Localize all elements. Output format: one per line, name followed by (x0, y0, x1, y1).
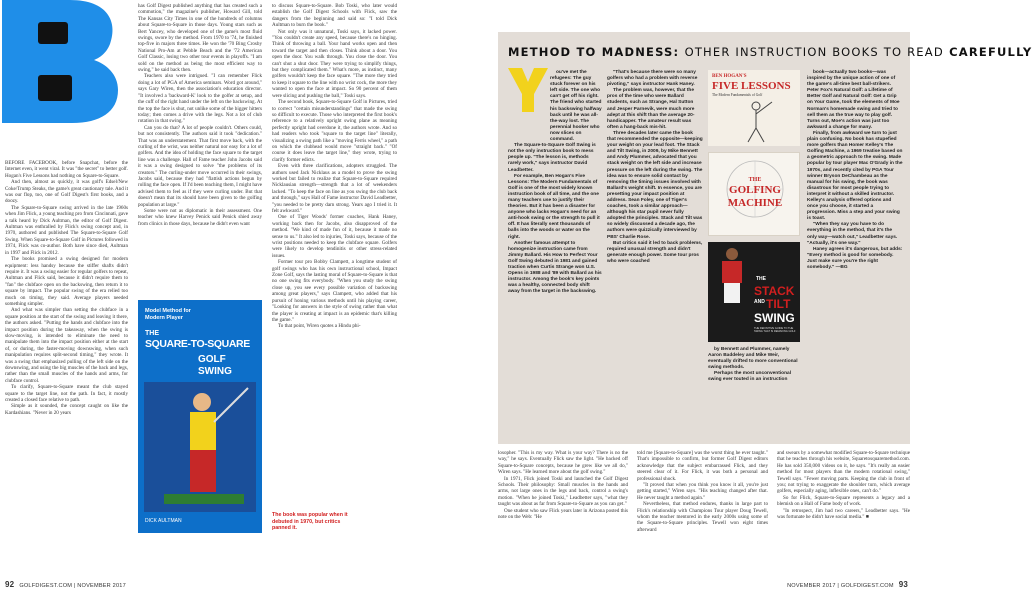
paragraph: The books promised a swing designed for modern equipment: less handsy because the stiffer shafts didn't require it. It was a swing easier for regular golfers to repeat, Aultman and Flick said, because it didn't require them to "fan" the clubface open on the backswing, then return it to square by impact. The popular swing of the era relied too much on timing, they said. Average players needed something simpler. (5, 256, 128, 307)
paragraph: To that point, Wiren quotes a Hindu phi- (278, 323, 361, 330)
paragraph: Some were not as diplomatic in their assessment. One teacher who knew Harvey Penick said Penick shied away from clinics in those days, because he didn't even want (138, 208, 262, 227)
paragraph: Not only was it unnatural, Toski says, it lacked power. "You couldn't create any speed, because there's no hinging. Think of throwing a ball. Your hand works open and then toward the target and then closes. Think about a door. You open the door. You walk through. You close the door. You can't shut a shut door. They were trying to simplify things, but they complicated them." What's more, as instinct, many golfers wouldn't keep the face square. "The more they tried to keep it square to the line with no wrist cock, the more they wanted to open the face at impact. So 90 percent of them were slicing and pushing the ball," Toski says. (272, 28, 397, 99)
five-lessons-title: FIVE LESSONS (712, 80, 791, 92)
sidebar-col-4 (807, 70, 903, 440)
paragraph: Three decades later came the book that recommended the opposite—keeping your weight on your lead foot. The Stack and Tilt Swing, in 2009, by Mike Bennett and Andy Plummer, advocated that you stack weight on the left side and increase pressure on the left during the swing. The idea was to ensure solid contact by removing the timing issues involved with Ballard's weight shift. In essence, you are presetting your impact position at address. Sean Foley, one of Tiger's coaches, took a similar approach—although his star pupil never fully adopted the principles. Stack and Tilt was so widely discussed a decade ago, the authors were quizzically interviewed by PBS' Charlie Rose. (607, 130, 703, 240)
left-col-3 (272, 3, 397, 503)
paragraph: The problem was, however, that the pros of the time who were Ballard students, such as Strange, Hal Sutton and Jesper Parnevik, were much more adept at this shift than the average 20-handicapper. The amateur result was often a hang-back mis-hit. (607, 88, 695, 130)
golfing-machine-the: THE (748, 177, 762, 183)
paragraph: by Bennett and Plummer, namely Aaron Baddeley and Mike Weir, eventually drifted to more conventional swing methods. (708, 347, 798, 371)
right-page-footer (787, 580, 908, 589)
paragraph: But critics said it led to back problems, required unusual strength and didn't generate enough power. Some tour pros who were coached (607, 240, 703, 264)
paragraph: book—actually two books—was inspired by the unique action of one of the game's all-time best ball-strikers. Peter Fox's Natural Golf: a Lifetime of Better Golf and Natural Golf: Get a Grip on Your Game, took the elements of Moe Norman's homemade swing and tried to sell them as the true way to play golf. Turns out, Moe's action was just too awkward a change for many. (807, 70, 900, 130)
stack-tilt-the: THE (756, 276, 766, 282)
left-page-footer (5, 580, 126, 589)
sidebar-heading-thin: OTHER INSTRUCTION BOOKS TO READ (684, 45, 944, 59)
golfing-machine-golfing: GOLFING (729, 184, 781, 196)
paragraph: has Golf Digest published anything that has created such a commotion," the magazine's publisher, Howard Gill, told The Kansas City Times in one of the hundreds of columns about Square-to-Square in those days. Young stars such as Bert Yancey, who developed one of the game's most fluid swings, swore by the method. From 1970 to '74, he finished top-five in majors three times. He won the '70 Bing Crosby National Pro-Am at Pebble Beach and the '72 American Golf Classic, losing two other tour events in playoffs. "I am sold on the method as being the most efficient way to swing," he said back then. (138, 3, 262, 74)
paragraph: "It proved that when you think you know it all, you're just getting started," Wiren says. "His teaching changed after that. He never taught a method again." (637, 482, 768, 501)
stack-tilt-tilt: TILT (766, 297, 791, 311)
drop-cap-b-graphic (0, 0, 120, 123)
book-cover-stack-and-tilt (708, 242, 800, 342)
paragraph: Can you do that? A lot of people couldn't. Others could, but not consistently. The authors said it took "dedication." That was an understatement. That first move back, with the curling of the wrist, was neither natural nor easy for a lot of golfers. And the idea of holding the face square to the target line was a challenge. Hall of Fame teacher John Jacobs said it was a swing designed to solve "the problems of its creators." The curling-under move occurred in their swings, Jacobs said, because they had "flattish actions begun by rolling the face open. If I'd been teaching them, I might have advised them to feel as if they were curling under. But that doesn't mean that its should have been given to the golfing population at large." (138, 124, 262, 208)
stack-tilt-and: AND (754, 299, 765, 305)
paragraph: "That's because there were so many golfers who had a problem with reverse pivoting," says instructor Hank Haney. (607, 70, 698, 88)
paragraph: "In retrospect, Jim had two careers," Leadbetter says. "He was fortunate he didn't have social media." ■ (777, 507, 910, 521)
book-cover-five-lessons (708, 70, 800, 146)
left-col-1 (5, 160, 128, 416)
book-title-golf: GOLF (198, 354, 226, 365)
sidebar-lead: ou've met the refugees: The guy stuck forever on his left side. The one who can't get off his right. The friend who started his backswing halfway back until he was all-the-way lost. The perennial hooker who now slices on command. (550, 70, 602, 143)
sidebar-box (498, 32, 1032, 444)
paragraph: Even with three clarifications, adopters struggled. The authors used Jack Nicklaus as a model to prove the swing worked but failed to realize that Square-to-Square required Nicklausian strength—strength that a lot of weekenders lacked. "To keep the face on line as you swing the club back and through," says Hall of Fame instructor David Leadbetter, "you needed to be pretty darn strong. Years ago I tried it. It felt awkward." (272, 163, 397, 214)
paragraph: Simple as it sounded, the concept caught on like the Kardashians. "Never in 20 years (5, 403, 128, 416)
book-cover-golfing-machine (708, 152, 800, 236)
paragraph: To clarify, Square-to-Square meant the club stayed square to the target line, not the path. In fact, it mostly created a closed face relative to path. (5, 384, 128, 404)
paragraph: One of Tiger Woods' former coaches, Hank Haney, working back then for Jacobs, also disapproved of the method. "We kind of made fun of it, because it made no sense to us." It also led to injuries, Toski says, because of the wrist positions needed to keep the clubface square. Golfers were likely to develop tendinitis or other stress-related issues. (272, 214, 397, 259)
book-title-swing: SWING (198, 366, 232, 377)
book-cover-square-to-square (138, 300, 262, 533)
sidebar-col-1 (508, 70, 602, 440)
page-number: 92 (5, 580, 15, 589)
golfer-photo-illustration (712, 246, 752, 304)
sidebar-heading-end: CAREFULLY (949, 45, 1032, 59)
paragraph: The second book, Square-to-Square Golf in Pictures, tried to correct "certain misunderstandings" that made the swing so difficult to execute. Those who interpreted the first book's reference to a relatively upright swing plane as meaning perfectly upright had overdone it, the authors wrote. And so had readers who took "square to the target line" literally, visualizing a swing path like a "moving Ferris wheel," a path on which the clubhead would move "straight back." "Of course it does leave the target line," they wrote, trying to clarify former edicts. (272, 99, 397, 163)
paragraph: One student who saw Flick years later in Arizona posted this note on the Web: "He (498, 507, 628, 521)
paragraph: Finally, from awkward we turn to just plain confusing. No book has stupefied more golfers than Homer Kelley's The Golfing Machine, a 1969 treatise based on a geometric approach to the swing. Made popular by tour player Mac O'Grady in the 1970s, and recently cited by PGA Tour winner Bryson DeChambeau as the manual for his swing, the book was disastrous for most people trying to interpret it without a skilled instructor. Kelley's analysis offered options and once you choose, it started a progression. Miss a step and your swing is toast. (807, 130, 903, 222)
book-authors: DICK AULTMAN (145, 518, 182, 524)
paragraph: to discuss Square-to-Square. Bob Toski, who later would establish the Golf Digest Schools with Flick, saw the dangers from the beginning and said so: "I told Dick Aultman to burn the book." (272, 3, 397, 29)
paragraph: and swears by a somewhat modified Square-to-Square technique that he teaches through his website, Squaretosquaremethod.com. He has sold 350,000 videos on it, he says. "It's really an easier method for most players than the modern rotational swing," Tewell says. "Fewer moving parts. Keeping the club in front of you; not trying to exaggerate the shoulder turn, which average golfers, especially aging, inflexible ones, can't do." (777, 450, 910, 495)
paragraph: So for Flick, Square-to-Square represents a legacy and a blemish on a Hall of Fame body of work. (777, 494, 910, 508)
paragraph: The Square-to-Square Golf Swing is not the only instruction book to mess people up. "The lesson is, methods rarely work," says instructor David Leadbetter. (508, 143, 596, 173)
paragraph: Teachers also were intrigued. "I can remember Flick doing a lot of PGA of America seminars. Word got around," says Gary Wiren, then the association's education director. "It involved a 'backward-K' look to the golfer at setup, and the cuff of the right hand under the left on the backswing. At the top the face is shut, not unlike some of the bigger hitters today; then comes a drive with the legs. Not a lot of club rotation in that swing." (138, 73, 262, 125)
sidebar-heading (508, 45, 1032, 59)
paragraph: Another famous attempt to homogenize instruction came from Jimmy Ballard. His How to Perfect Your Golf Swing debuted in 1981 and gained traction when Curtis Strange won U.S. Opens in 1988 and '89 with Ballard as his instructor. Among the book's key points was a healthy, connected body shift away from the target in the backswing. (508, 240, 602, 295)
paragraph: And what was simpler than setting the clubface in a square position at the start of the swing and leaving it there, the authors asked. "Putting the hands and clubface into the impact position during the takeaway, when the swing is slow-moving, is intended to eliminate the need to manipulate them into the impact position either at the start of, or during, the faster-moving downswing, when such manipulation requires split-second timing," they wrote. It was a swing that emphasized pulling of the left side on the downswing, and using the big muscles of the back and legs, rather than the small muscles of the hands and arms, for clubface control. (5, 307, 128, 384)
left-col-2 (138, 3, 262, 295)
paragraph: told me [Square-to-Square] was the worst thing he ever taught." That's impossible to confirm, but former Golf Digest editors acknowledge that the subject embarrassed Flick, and they steered clear of it. For Flick, it was both a personal and professional shock. (637, 450, 768, 482)
footer-text: GOLFDIGEST.COM | NOVEMBER 2017 (19, 583, 126, 589)
five-lessons-author: BEN HOGAN'S (712, 74, 747, 79)
paragraph: For example, Ben Hogan's Five Lessons: The Modern Fundamentals of Golf is one of the most widely known instruction book of all time, and the one many teachers use to justify their theories. But it has been a disaster for anyone who lacks Hogan's need for an anti-hook swing or the strength to pull it off. It has literally sent thousands of balls into the woods or water on the right. (508, 173, 600, 240)
footer-text: NOVEMBER 2017 | GOLFDIGEST.COM (787, 583, 894, 589)
book-title-main: SQUARE-TO-SQUARE (145, 338, 250, 350)
right-col-3 (777, 450, 910, 570)
paragraph: Nevertheless, that method endures, thanks in large part to Flick's relationship with Champions Tour player Doug Tewell, whom the teacher mentored in the early 2000s using some of the Square-to-Square principles. Tewell won eight times afterward (637, 501, 768, 533)
stack-tilt-subtitle: THE DEFINITIVE GUIDE TO THE SWING THAT IS REMAKING GOLF (754, 327, 796, 334)
paragraph: BEFORE FACEBOOK, before Snapchat, before the Internet even, it went viral. It was "the secret" to better golf. Hogan's Five Lessons had nothing on Square-to-Square. (5, 160, 128, 179)
five-lessons-subtitle: The Modern Fundamentals of Golf (712, 93, 763, 97)
paragraph: The Square-to-Square swing arrived in the late 1960s when Jim Flick, a young teaching pro from Cincinnati, gave a talk heard by Dick Aultman, the editor of Golf Digest. Aultman was enthralled by Flick's swing concept and, in 1970, authored and published The Square-to-Square Golf Swing. When Square-to-Square Golf in Pictures followed in 1974, Flick was co-author. Both have since died, Aultman in 1997 and Flick in 2012. (5, 204, 128, 256)
paragraph: Perhaps the most unconventional swing ever touted in an instruction (708, 371, 792, 383)
page-number: 93 (898, 580, 908, 589)
paragraph: And then, almost as quickly, it was golf's Edsel/New Coke/Trump Steaks, the game's great cautionary tale. And it was our flop, too, one of Golf Digest's first books, and a doozy. (5, 179, 128, 205)
stack-tilt-swing: SWING (754, 311, 795, 325)
sidebar-col-2 (607, 70, 703, 440)
paragraph: "When they say you have to do everything in the method, that it's the only way—watch out," Leadbetter says. "Actually, it's one way." (807, 222, 898, 246)
golfer-sketch-illustration (736, 100, 776, 144)
book-caption: The book was popular when it debuted in 1970, but critics panned it. (272, 512, 348, 532)
book-top-label: Model Method for Modern Player (145, 308, 191, 321)
golfer-illustration (144, 382, 256, 512)
book-title-the: THE (145, 330, 159, 337)
paragraph: In 1971, Flick joined Toski and launched the Golf Digest Schools. Their philosophy: Small muscles in the hands and arms, not large ones in the legs and back, control a swing's motion. "When he joined Toski," Leadbetter says, "what they taught was about as far from Square-to-Square as you can get." (498, 475, 628, 508)
paragraph: Former tour pro Bobby Clampett, a longtime student of golf swings who has his own instructional school, Impact Zone Golf, says the lasting moral of Square-to-Square is that no one swing fits everybody. "When you study the swing close up, you see every possible variation of backswing among great players," says Clampett, who added that his pursuit of honing various methods until his playing career, "Looking for answers in the style of swing rather than what the player is creating at impact is an epidemic that's killing the game." (272, 259, 397, 323)
paragraph: losopher. "This is my way. What is your way? There is no the way," he says. Eventually Flick saw the light. "He backed off Square-to-Square concepts, because he grew like we all do," Wiren says. "He learned more about the golf swing." (498, 450, 628, 476)
paragraph: Haney agrees it's dangerous, but adds: "Every method is good for somebody. Just make sure you're the right somebody." —BG (807, 246, 903, 270)
sidebar-heading-bold: METHOD TO MADNESS: (508, 45, 680, 59)
sidebar-col-3 (708, 347, 802, 407)
right-col-1 (498, 450, 628, 570)
stack-tilt-stack: STACK (754, 284, 795, 298)
right-col-2 (637, 450, 768, 570)
golfing-machine-machine: MACHINE (727, 197, 783, 209)
